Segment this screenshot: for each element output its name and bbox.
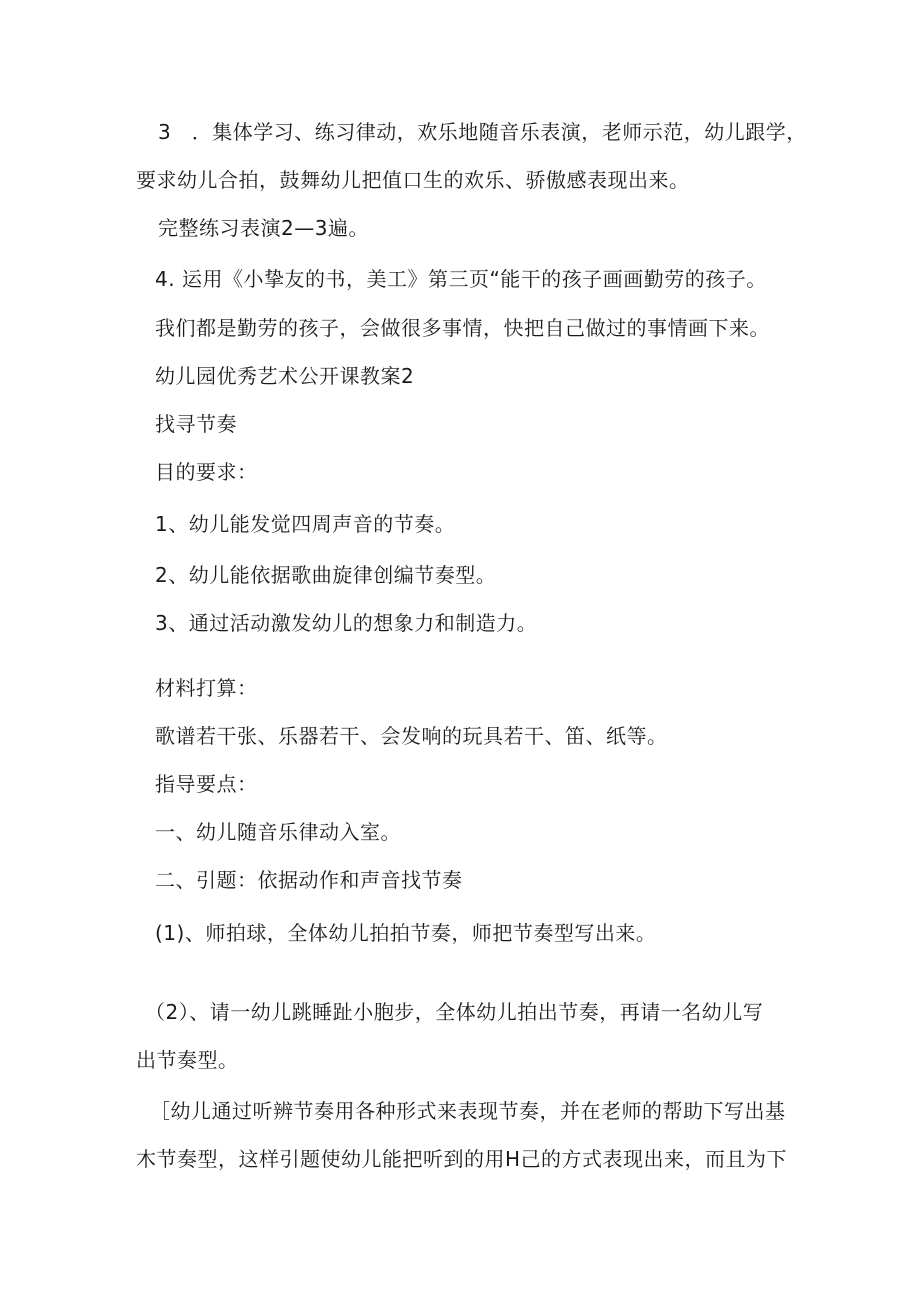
step-2: 二、引题：依据动作和声音找节奏: [155, 868, 463, 892]
step-2-item-2-cont: 出节奏型。: [136, 1048, 239, 1072]
step-1: 一、幼儿随音乐律动入室。: [155, 820, 401, 844]
text-line-1: 3 ．集体学习、练习律动，欢乐地随音乐表演，老师示范，幼儿跟学，: [158, 120, 807, 144]
materials-heading: 材料打算：: [155, 676, 258, 700]
note-line-2: 木节奏型，这样引题使幼儿能把听到的用H己的方式表现出来，而且为下: [136, 1147, 788, 1171]
note-line-1: ［幼儿通过听辨节奏用各种形式来表现节奏，并在老师的帮助下写出基: [150, 1099, 786, 1123]
lesson-title: 找寻节奏: [155, 412, 237, 436]
step-2-item-1: (1)、师拍球，全体幼儿拍拍节奏，师把节奏型写出来。: [155, 921, 657, 945]
objective-item-3: 3、通过活动激发幼儿的想象力和制造力。: [155, 611, 538, 635]
objectives-heading: 目的要求：: [155, 460, 258, 484]
section-heading: 幼儿园优秀艺术公开课教案2: [155, 364, 415, 388]
guidance-heading: 指导要点：: [155, 772, 258, 796]
text-line-4: 4. 运用《小挚友的书，美工》第三页“能干的孩子画画勤劳的孩子。: [155, 267, 767, 291]
text-line-5: 我们都是勤劳的孩子，会做很多事情，快把自己做过的事情画下来。: [155, 316, 770, 340]
objective-item-2: 2、幼儿能依据歌曲旋律创编节奏型。: [155, 563, 497, 587]
step-2-item-2: （2）、请一幼儿跳睡趾小胞步，全体幼儿拍出节奏，再请一名幼儿写: [145, 1000, 764, 1024]
text-line-3: 完整练习表演2—3遍。: [158, 216, 369, 240]
text-line-2: 要求幼儿合拍，鼓舞幼儿把值口生的欢乐、骄傲感表现出来。: [136, 168, 690, 192]
objective-item-1: 1、幼儿能发觉四周声音的节奏。: [155, 512, 456, 536]
materials-text: 歌谱若干张、乐器若干、会发响的玩具若干、笛、纸等。: [155, 724, 668, 748]
